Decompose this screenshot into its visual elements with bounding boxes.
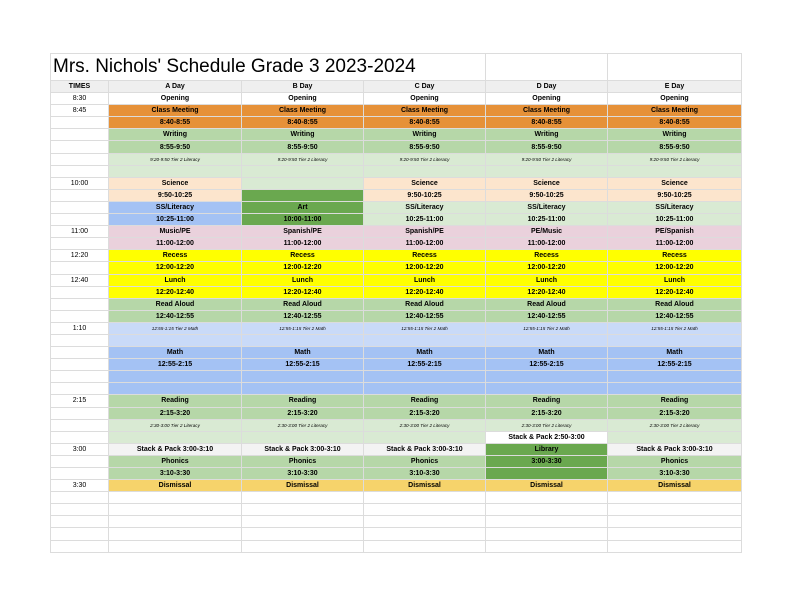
schedule-cell [364,431,486,443]
time-cell: 12:20 [51,250,109,262]
schedule-cell: Opening [364,93,486,105]
schedule-cell: Class Meeting [486,105,608,117]
schedule-cell: SS/Literacy [109,201,242,213]
schedule-cell: 9:20-9:50 Tier 2 Literacy [242,153,364,165]
schedule-cell: 12:55-2:15 [608,359,742,371]
time-cell [51,383,109,395]
schedule-cell: 9:20-9:50 Tier 2 Literacy [364,153,486,165]
schedule-cell: 8:55-9:50 [608,141,742,153]
schedule-cell: Lunch [486,274,608,286]
schedule-cell: 8:40-8:55 [364,117,486,129]
time-cell [51,504,109,516]
schedule-row [51,407,742,419]
schedule-cell [242,371,364,383]
schedule-cell: 12:55-1:15 Tier 2 Math [608,322,742,334]
empty-cell [608,54,742,81]
schedule-row [51,516,742,528]
schedule-cell: 2:15-3:20 [242,407,364,419]
schedule-cell: Class Meeting [608,105,742,117]
schedule-row [51,443,742,455]
schedule-cell [109,528,242,540]
schedule-cell [242,334,364,346]
schedule-cell [364,504,486,516]
schedule-cell: 12:55-1:15 Tier 2 Math [364,322,486,334]
schedule-cell: Read Aloud [109,298,242,310]
schedule-cell: Science [364,177,486,189]
schedule-cell: Science [109,177,242,189]
schedule-cell: 10:25-11:00 [109,214,242,226]
time-cell: 11:00 [51,226,109,238]
schedule-cell: Reading [109,395,242,407]
schedule-cell [364,383,486,395]
schedule-cell: Writing [242,129,364,141]
schedule-cell: 12:00-12:20 [364,262,486,274]
schedule-cell: Opening [109,93,242,105]
schedule-cell: 3:00-3:30 [486,455,608,467]
schedule-cell [486,540,608,552]
schedule-cell: Recess [109,250,242,262]
schedule-cell: 12:40-12:55 [109,310,242,322]
schedule-row [51,371,742,383]
schedule-cell: Writing [364,129,486,141]
schedule-cell [608,371,742,383]
schedule-cell: 9:20-9:50 Tier 2 Literacy [109,153,242,165]
schedule-cell: 2:15-3:20 [608,407,742,419]
time-cell [51,540,109,552]
schedule-row [51,117,742,129]
schedule-row [51,189,742,201]
schedule-cell: Lunch [109,274,242,286]
schedule-cell: Recess [364,250,486,262]
schedule-cell: 12:20-12:40 [486,286,608,298]
schedule-cell [364,165,486,177]
schedule-cell: Science [608,177,742,189]
time-cell [51,201,109,213]
schedule-cell [608,334,742,346]
schedule-cell [608,383,742,395]
schedule-row [51,334,742,346]
time-cell [51,419,109,431]
time-cell: 8:45 [51,105,109,117]
schedule-cell [364,528,486,540]
schedule-row [51,262,742,274]
schedule-cell [486,516,608,528]
schedule-cell: Recess [486,250,608,262]
schedule-row [51,455,742,467]
empty-cell [486,54,608,81]
schedule-cell [109,334,242,346]
schedule-cell: 2:15-3:20 [486,407,608,419]
time-cell [51,129,109,141]
time-cell [51,359,109,371]
schedule-cell: 3:10-3:30 [109,468,242,480]
time-cell [51,431,109,443]
schedule-cell: 9:50-10:25 [364,189,486,201]
schedule-row [51,105,742,117]
schedule-cell: 10:25-11:00 [364,214,486,226]
schedule-row [51,492,742,504]
schedule-row [51,274,742,286]
schedule-cell: Stack & Pack 3:00-3:10 [242,443,364,455]
schedule-cell: 12:40-12:55 [608,310,742,322]
schedule-cell: Stack & Pack 2:50-3:00 [486,431,608,443]
time-cell: 1:10 [51,322,109,334]
schedule-cell: Phonics [242,455,364,467]
schedule-cell: Opening [486,93,608,105]
schedule-cell: 12:20-12:40 [109,286,242,298]
time-cell [51,310,109,322]
schedule-cell: 12:00-12:20 [608,262,742,274]
schedule-cell: 12:55-1:15 Tier 2 Math [109,322,242,334]
schedule-cell: Class Meeting [242,105,364,117]
schedule-cell: 10:25-11:00 [486,214,608,226]
schedule-cell: Read Aloud [486,298,608,310]
schedule-cell [486,492,608,504]
schedule-cell: Math [486,347,608,359]
schedule-row [51,504,742,516]
schedule-cell: 8:40-8:55 [109,117,242,129]
schedule-cell: Science [486,177,608,189]
schedule-cell [486,371,608,383]
schedule-cell: 11:00-12:00 [109,238,242,250]
schedule-cell: Reading [486,395,608,407]
schedule-cell: Lunch [608,274,742,286]
schedule-cell: 3:10-3:30 [608,468,742,480]
time-cell [51,468,109,480]
schedule-cell: 8:40-8:55 [242,117,364,129]
schedule-cell: Opening [242,93,364,105]
schedule-cell: 11:00-12:00 [364,238,486,250]
schedule-cell [242,516,364,528]
schedule-cell [109,516,242,528]
time-cell: 3:30 [51,480,109,492]
time-cell [51,238,109,250]
time-cell: 3:00 [51,443,109,455]
header-row [51,81,742,93]
schedule-cell: 12:55-2:15 [486,359,608,371]
time-cell: 2:15 [51,395,109,407]
schedule-cell [242,383,364,395]
time-cell [51,298,109,310]
schedule-cell: 10:25-11:00 [608,214,742,226]
schedule-cell [109,383,242,395]
schedule-cell: Read Aloud [608,298,742,310]
schedule-cell [109,504,242,516]
schedule-cell [608,528,742,540]
schedule-cell: 12:55-2:15 [364,359,486,371]
time-cell: 12:40 [51,274,109,286]
schedule-cell [486,334,608,346]
schedule-row [51,153,742,165]
time-cell [51,334,109,346]
schedule-cell [242,431,364,443]
schedule-cell: 12:40-12:55 [364,310,486,322]
schedule-row [51,419,742,431]
schedule-cell [364,492,486,504]
schedule-cell: 8:40-8:55 [608,117,742,129]
header-times: TIMES [51,81,109,93]
schedule-cell: Reading [242,395,364,407]
schedule-cell: Writing [608,129,742,141]
schedule-cell: 9:20-9:50 Tier 2 Literacy [486,153,608,165]
schedule-cell: 8:55-9:50 [364,141,486,153]
schedule-row [51,298,742,310]
schedule-cell: 9:50-10:25 [109,189,242,201]
schedule-cell: 11:00-12:00 [486,238,608,250]
schedule-row [51,468,742,480]
schedule-cell: Recess [608,250,742,262]
schedule-cell: PE/Music [486,226,608,238]
schedule-cell: Writing [109,129,242,141]
schedule-cell: 12:00-12:20 [486,262,608,274]
schedule-row [51,395,742,407]
time-cell [51,371,109,383]
schedule-cell: Lunch [242,274,364,286]
schedule-cell: 12:55-1:15 Tier 2 Math [242,322,364,334]
schedule-cell [486,165,608,177]
schedule-cell: 9:50-10:25 [486,189,608,201]
schedule-cell: 9:50-10:25 [608,189,742,201]
time-cell [51,214,109,226]
schedule-cell: Math [608,347,742,359]
schedule-cell [608,431,742,443]
schedule-cell: Reading [608,395,742,407]
schedule-cell: 12:55-2:15 [109,359,242,371]
schedule-cell: 3:10-3:30 [364,468,486,480]
schedule-cell [608,540,742,552]
schedule-cell: Dismissal [608,480,742,492]
schedule-cell: 3:10-3:30 [242,468,364,480]
schedule-cell: Lunch [364,274,486,286]
schedule-cell: 12:20-12:40 [364,286,486,298]
schedule-cell: Writing [486,129,608,141]
schedule-cell [109,371,242,383]
schedule-cell: Dismissal [109,480,242,492]
schedule-cell: Stack & Pack 3:00-3:10 [608,443,742,455]
schedule-row [51,347,742,359]
schedule-row [51,165,742,177]
schedule-row [51,214,742,226]
schedule-cell: Class Meeting [364,105,486,117]
schedule-cell: Read Aloud [364,298,486,310]
schedule-row [51,141,742,153]
header-e-day: E Day [608,81,742,93]
schedule-table [50,53,742,553]
schedule-row [51,286,742,298]
schedule-cell: Math [109,347,242,359]
schedule-cell [364,516,486,528]
schedule-cell [608,516,742,528]
time-cell [51,455,109,467]
schedule-sheet [50,53,742,553]
schedule-cell [486,468,608,480]
schedule-cell: PE/Spanish [608,226,742,238]
schedule-cell: 11:00-12:00 [242,238,364,250]
schedule-row [51,238,742,250]
schedule-cell [608,492,742,504]
schedule-cell [242,528,364,540]
schedule-cell [109,492,242,504]
schedule-cell [364,371,486,383]
schedule-cell: 8:55-9:50 [242,141,364,153]
schedule-row [51,540,742,552]
schedule-cell [486,504,608,516]
schedule-cell [242,189,364,201]
schedule-cell [608,504,742,516]
schedule-cell: 12:00-12:20 [109,262,242,274]
time-cell [51,286,109,298]
schedule-cell: 12:20-12:40 [608,286,742,298]
schedule-cell: 8:55-9:50 [486,141,608,153]
schedule-cell [242,165,364,177]
schedule-cell: 8:40-8:55 [486,117,608,129]
title-row [51,54,742,81]
schedule-cell [109,431,242,443]
schedule-row [51,359,742,371]
schedule-row [51,177,742,189]
schedule-row [51,226,742,238]
time-cell [51,407,109,419]
time-cell [51,141,109,153]
schedule-cell: Stack & Pack 3:00-3:10 [109,443,242,455]
header-b-day: B Day [242,81,364,93]
schedule-cell [242,540,364,552]
schedule-row [51,93,742,105]
header-d-day: D Day [486,81,608,93]
schedule-cell: SS/Literacy [486,201,608,213]
schedule-cell: 2:30-3:00 Tier 2 Literacy [486,419,608,431]
schedule-cell: Reading [364,395,486,407]
time-cell [51,492,109,504]
schedule-cell: Phonics [109,455,242,467]
schedule-cell [486,528,608,540]
schedule-cell: Phonics [364,455,486,467]
schedule-cell: 11:00-12:00 [608,238,742,250]
schedule-cell: 12:55-2:15 [242,359,364,371]
schedule-row [51,250,742,262]
schedule-cell: 2:15-3:20 [364,407,486,419]
schedule-cell [242,177,364,189]
time-cell [51,262,109,274]
schedule-cell: 8:55-9:50 [109,141,242,153]
schedule-cell: Dismissal [486,480,608,492]
schedule-cell: 12:55-1:15 Tier 2 Math [486,322,608,334]
schedule-row [51,528,742,540]
schedule-row [51,201,742,213]
schedule-cell: 2:15-3:20 [109,407,242,419]
schedule-cell: Math [242,347,364,359]
schedule-cell [242,492,364,504]
time-cell [51,117,109,129]
schedule-cell: Music/PE [109,226,242,238]
schedule-cell [109,165,242,177]
header-a-day: A Day [109,81,242,93]
schedule-row [51,322,742,334]
schedule-cell: SS/Literacy [608,201,742,213]
schedule-cell: Opening [608,93,742,105]
schedule-cell: Stack & Pack 3:00-3:10 [364,443,486,455]
time-cell [51,347,109,359]
schedule-cell: 12:00-12:20 [242,262,364,274]
schedule-cell: 9:20-9:50 Tier 2 Literacy [608,153,742,165]
schedule-cell [486,383,608,395]
schedule-cell: Recess [242,250,364,262]
time-cell: 10:00 [51,177,109,189]
schedule-cell: Spanish/PE [242,226,364,238]
schedule-cell: Math [364,347,486,359]
schedule-cell: Dismissal [364,480,486,492]
schedule-cell: Library [486,443,608,455]
schedule-cell [242,504,364,516]
time-cell [51,516,109,528]
schedule-cell: 12:40-12:55 [242,310,364,322]
schedule-cell: 2:30-3:00 Tier 2 Literacy [242,419,364,431]
time-cell [51,189,109,201]
time-cell [51,153,109,165]
time-cell: 8:30 [51,93,109,105]
schedule-cell: 12:20-12:40 [242,286,364,298]
schedule-cell: Read Aloud [242,298,364,310]
schedule-cell: 12:40-12:55 [486,310,608,322]
page-title: Mrs. Nichols' Schedule Grade 3 2023-2024 [51,54,486,81]
schedule-cell: SS/Literacy [364,201,486,213]
schedule-row [51,480,742,492]
schedule-row [51,129,742,141]
schedule-cell: 10:00-11:00 [242,214,364,226]
time-cell [51,165,109,177]
schedule-row [51,431,742,443]
time-cell [51,528,109,540]
schedule-cell [608,165,742,177]
schedule-cell: Phonics [608,455,742,467]
schedule-cell: Dismissal [242,480,364,492]
schedule-cell: Class Meeting [109,105,242,117]
schedule-cell [109,540,242,552]
schedule-cell: Spanish/PE [364,226,486,238]
schedule-cell: 2:30-3:00 Tier 2 Literacy [364,419,486,431]
schedule-cell: Art [242,201,364,213]
schedule-cell [364,540,486,552]
schedule-cell [364,334,486,346]
schedule-cell: 2:30-3:00 Tier 2 Literacy [109,419,242,431]
schedule-row [51,310,742,322]
schedule-cell: 2:30-3:00 Tier 2 Literacy [608,419,742,431]
schedule-row [51,383,742,395]
header-c-day: C Day [364,81,486,93]
